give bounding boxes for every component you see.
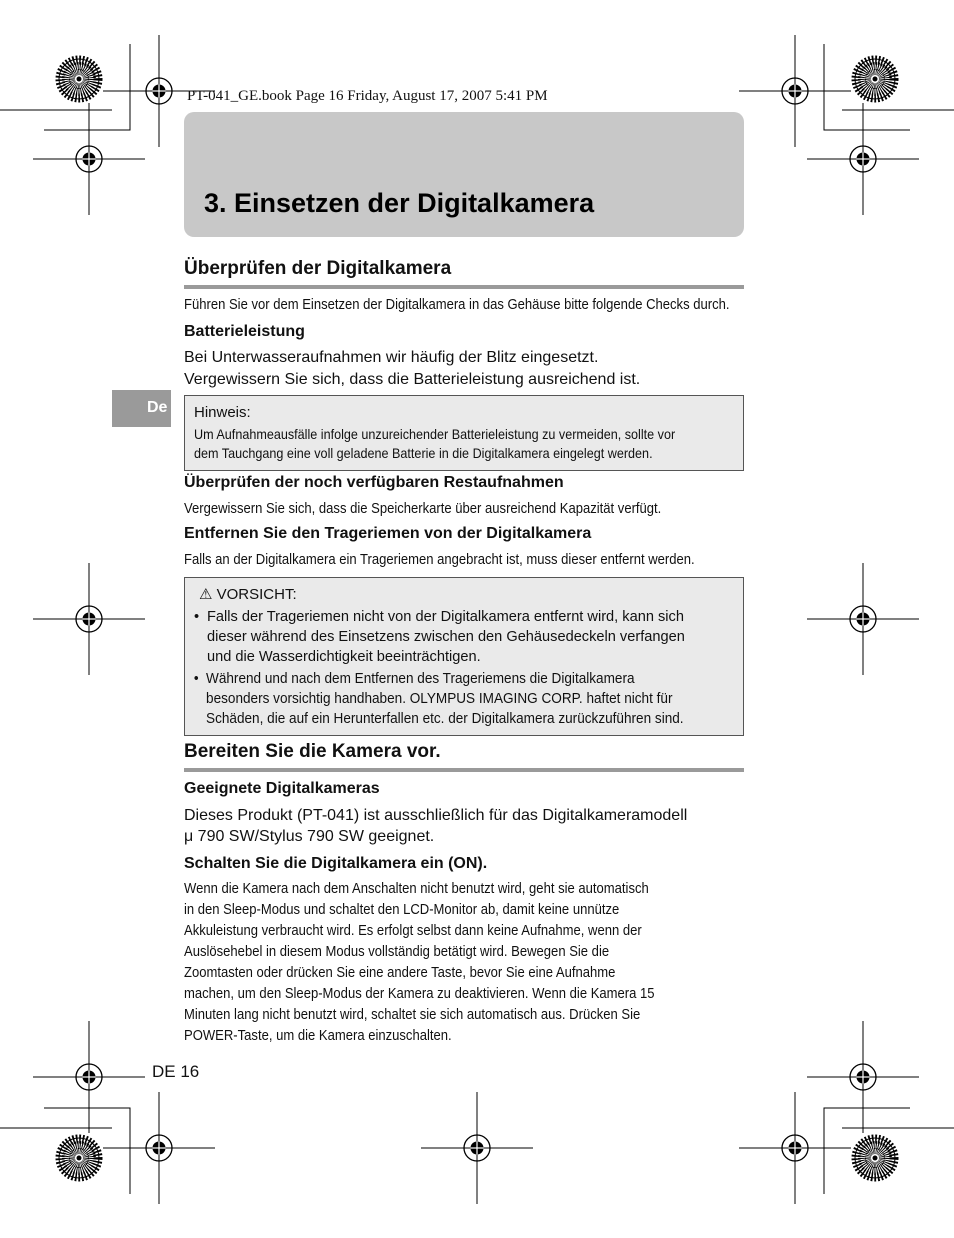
power-text-line: Zoomtasten oder drücken Sie eine andere Taste, bevor Sie eine Aufnahme <box>184 965 616 981</box>
caution-title: ⚠ VORSICHT: <box>199 586 297 603</box>
list-item <box>193 607 721 667</box>
section-title-check-camera: Überprüfen der Digitalkamera <box>184 258 452 279</box>
caution-list <box>193 607 721 729</box>
power-text-line: in den Sleep-Modus und schaltet den LCD-Monitor ab, damit keine unnütze <box>184 902 620 918</box>
heading-power-on: Schalten Sie die Digitalkamera ein (ON). <box>184 855 488 872</box>
starburst-target-bottom-left <box>59 1138 99 1178</box>
section-divider <box>184 768 744 772</box>
section-title-prepare-camera: Bereiten Sie die Kamera vor. <box>184 741 441 762</box>
caution-line: • Während und nach dem Entfernen des Trageriemens die Digitalkamera <box>206 671 635 687</box>
power-text-line: Akkuleistung verbraucht wird. Es erfolgt selbst dann keine Aufnahme, wenn der <box>184 923 642 939</box>
chapter-title: 3. Einsetzen der Digitalkamera <box>204 188 595 218</box>
battery-text-line: Bei Unterwasseraufnahmen wir häufig der Blitz eingesetzt. <box>184 349 599 366</box>
starburst-target-top-left <box>59 59 99 99</box>
chapter-title-banner <box>184 112 744 237</box>
heading-battery: Batterieleistung <box>184 323 305 340</box>
language-tab <box>112 390 171 427</box>
note-text-line: Um Aufnahmeausfälle infolge unzureichender Batterieleistung zu vermeiden, sollte vor <box>194 426 676 442</box>
note-title: Hinweis: <box>194 404 251 421</box>
caution-box <box>184 577 744 736</box>
power-text-line: machen, um den Sleep-Modus der Kamera zu deaktivieren. Wenn die Kamera 15 <box>184 986 655 1002</box>
caution-line: dieser während des Einsetzens zwischen den Gehäusedeckeln verfangen <box>207 629 685 645</box>
battery-text-line: Vergewissern Sie sich, dass die Batterieleistung ausreichend ist. <box>184 371 641 388</box>
caution-line: Schäden, die auf ein Herunterfallen etc. der Digitalkamera zurückzuführen sind. <box>206 711 684 727</box>
language-tab-label: De <box>147 399 168 416</box>
starburst-target-bottom-right <box>855 1138 895 1178</box>
power-text-line: POWER-Taste, um die Kamera einzuschalten. <box>184 1028 452 1044</box>
heading-remaining-shots: Überprüfen der noch verfügbaren Restaufnahmen <box>184 474 564 491</box>
power-text-line: Wenn die Kamera nach dem Anschalten nicht benutzt wird, geht sie automatisch <box>184 881 649 897</box>
heading-compatible-cameras: Geeignete Digitalkameras <box>184 780 380 797</box>
caution-line: • Falls der Trageriemen nicht von der Digitalkamera entfernt wird, kann sich <box>207 609 684 625</box>
section-divider <box>184 285 744 289</box>
caution-line: und die Wasserdichtigkeit beeinträchtigen. <box>207 649 481 665</box>
power-text-line: Minuten lang nicht benutzt wird, schaltet sie sich automatisch aus. Drücken Sie <box>184 1007 641 1023</box>
list-item <box>193 669 684 729</box>
remove-strap-text: Falls an der Digitalkamera ein Trageriemen angebracht ist, muss dieser entfernt werden. <box>184 552 695 568</box>
section-intro: Führen Sie vor dem Einsetzen der Digitalkamera in das Gehäuse bitte folgende Checks durch. <box>184 297 730 313</box>
compatible-cameras-line: Dieses Produkt (PT-041) ist ausschließlich für das Digitalkameramodell <box>184 807 688 824</box>
power-text-line: Auslösehebel in diesem Modus vollständig betätigt wird. Bewegen Sie die <box>184 944 610 960</box>
starburst-target-top-right <box>855 59 895 99</box>
note-text-line: dem Tauchgang eine voll geladene Batterie in die Digitalkamera eingelegt werden. <box>194 445 653 461</box>
caution-line: besonders vorsichtig handhaben. OLYMPUS IMAGING CORP. haftet nicht für <box>206 691 673 707</box>
remaining-shots-text: Vergewissern Sie sich, dass die Speicherkarte über ausreichend Kapazität verfügt. <box>184 501 662 517</box>
page-number: DE 16 <box>152 1062 200 1081</box>
compatible-cameras-line: μ 790 SW/Stylus 790 SW geeignet. <box>184 828 435 845</box>
note-box <box>184 395 744 471</box>
book-header-info: PT-041_GE.book Page 16 Friday, August 17, 2007 5:41 PM <box>187 88 548 104</box>
heading-remove-strap: Entfernen Sie den Trageriemen von der Digitalkamera <box>184 525 592 542</box>
